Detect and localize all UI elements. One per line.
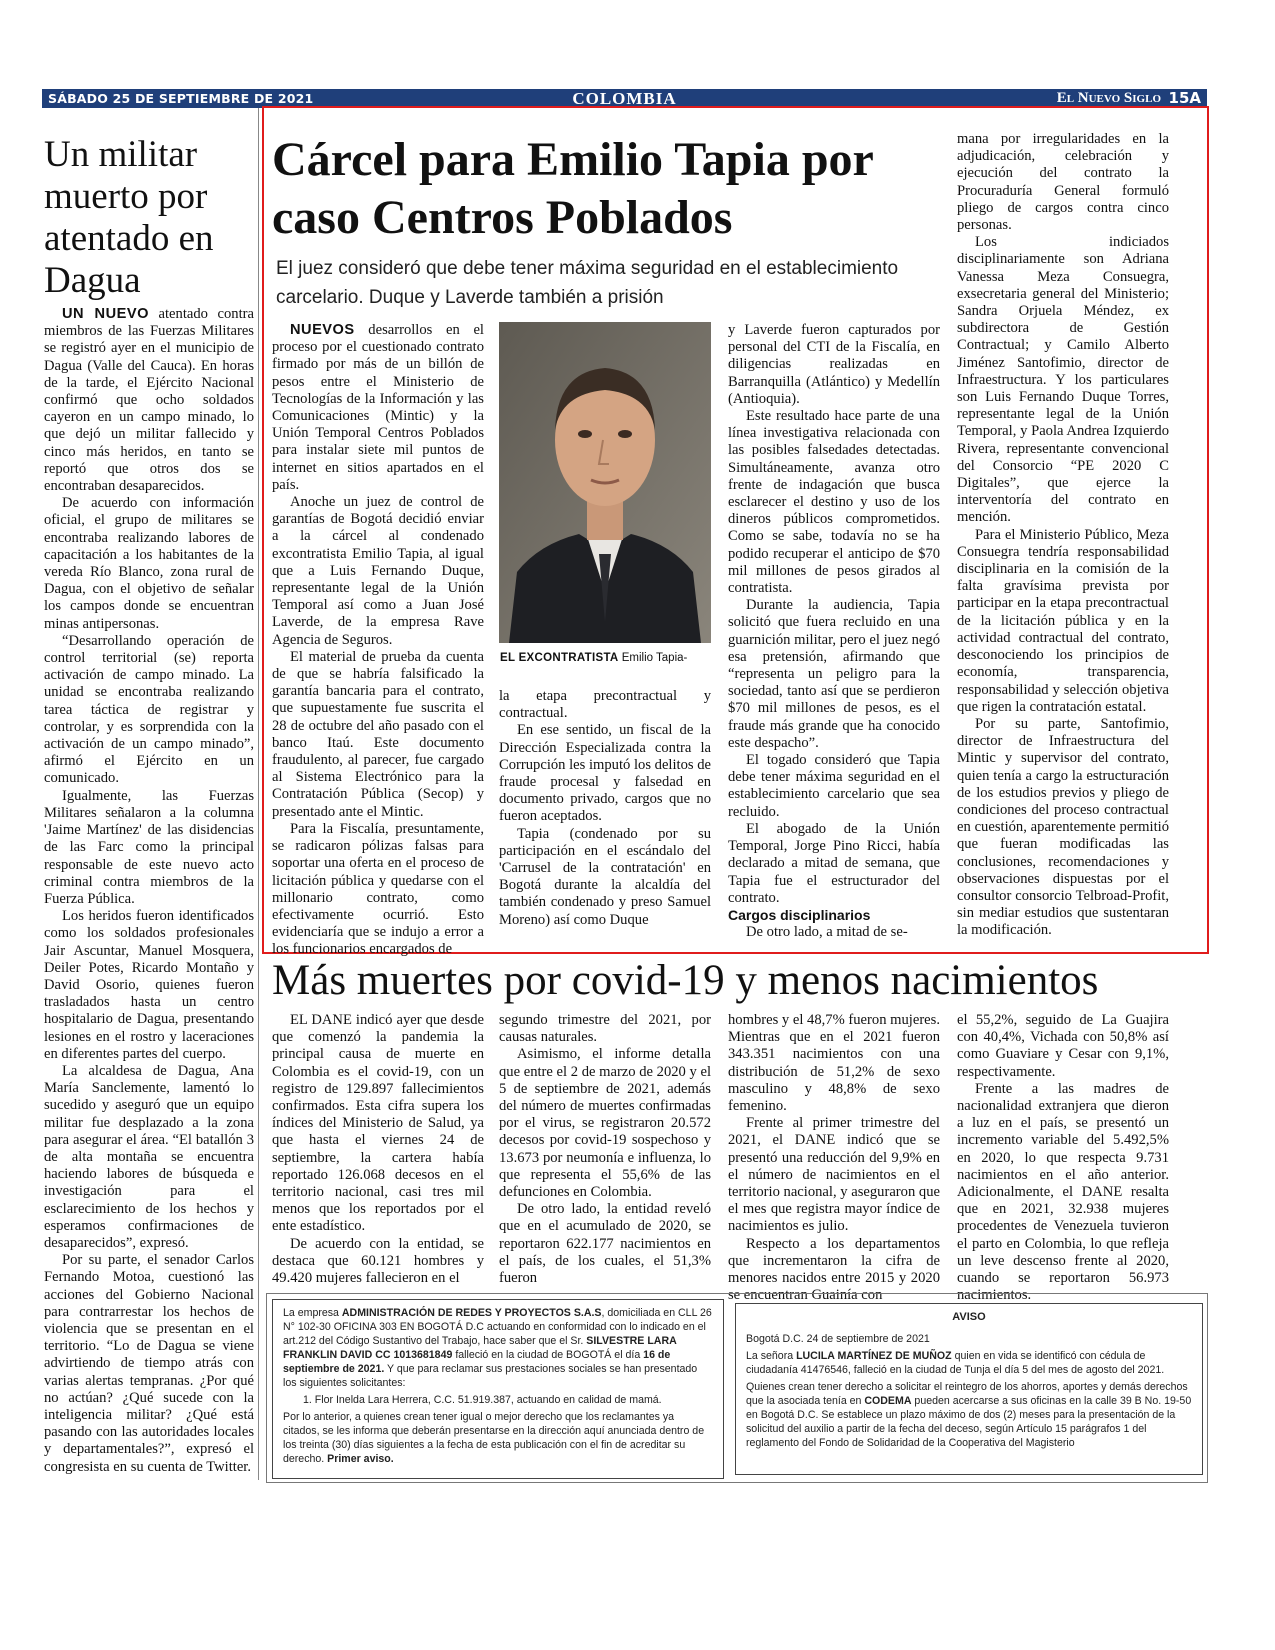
portrait-photo [499,322,711,643]
main-column-4 [957,131,1169,940]
paragraph: segundo trimestre del 2021, por causas naturales. [499,1012,711,1046]
portrait-illustration [499,322,711,643]
paragraph: Frente al primer trimestre del 2021, el DANE indicó que se presentó una reducción del 9,9% en el número de nacimientos en el territorio nacional, y aseguraron que el mes que registra mayor índice de nacimientos es julio. [728,1115,940,1235]
story2-column-1 [272,1012,484,1287]
lead-word: UN NUEVO [62,306,149,322]
notice-paragraph [283,1410,713,1466]
paragraph: La alcaldesa de Dagua, Ana María Sanclemente, lamentó lo sucedido y aseguró que un equipo militar fue desplazado a la zona para asegurar el área. “El batallón 3 de alta montaña se encuentra haciendo labores de búsqueda e investigación para el esclarecimiento de los hechos y esperamos confirmaciones de desaparecidos”, expresó. [44,1062,254,1251]
paragraph: el 55,2%, seguido de La Guajira con 40,4%, Vichada con 50,8% así como Guaviare y Cesar con 9,1%, respectivamente. [957,1012,1169,1080]
notice-text: La empresa [283,1307,342,1319]
notice-title: AVISO [952,1311,986,1323]
column-divider [258,108,259,1480]
main-deck: El juez consideró que debe tener máxima seguridad en el establecimiento carcelario. Duque y Laverde también a prisión [276,258,899,308]
left-story-body [44,306,254,1476]
notice-text: La señora [746,1350,797,1362]
page-number: 15A [1168,89,1201,107]
notice-paragraph [746,1349,1192,1377]
notice-paragraph [746,1380,1192,1450]
notice-text: Quienes crean tener derecho a solicitar el reintegro de los ahorros, aportes y demás derechos que la asociada tenía en [746,1381,1188,1407]
paragraph: En ese sentido, un fiscal de la Dirección Especializada contra la Corrupción les imputó los delitos de fraude procesal y falsedad en documento privado, cargos que no fueron aceptados. [499,722,711,825]
notice-date: Bogotá D.C. 24 de septiembre de 2021 [746,1333,930,1345]
notice-text: , domiciliada en CLL 26 N° 102-30 OFICINA 303 EN BOGOTÁ D.C actuando en conformidad con lo indicado en el art.212 del Código Sustantivo del Trabajo, hace saber que el Sr. [283,1307,712,1347]
paragraph: El abogado de la Unión Temporal, Jorge Pino Ricci, había declarado a mitad de semana, que Tapia fue el estructurador del contrato. [728,820,940,906]
notice-text: Por lo anterior, a quienes crean tener igual o mejor derecho que los reclamantes ya citados, se les informa que deberán presentarse en la dirección aquí anunciada dentro de los treinta (30) días siguientes a la fecha de esta publicación con el fin de acreditar su derecho. [283,1411,705,1465]
claimant-item: 1. Flor Inelda Lara Herrera, C.C. 51.919.387, actuando en calidad de mamá. [303,1394,662,1406]
paragraph: hombres y el 48,7% fueron mujeres. Mientras que en el 2021 fueron 343.351 nacimientos con una distribución de 51,2% de sexo masculino y 48,8% de sexo femenino. [728,1012,940,1115]
paragraph [272,322,484,494]
paragraph: Este resultado hace parte de una línea investigativa relacionada con las posibles falsedades detectadas. Simultáneamente, avanza otro frente de indagación que busca esclarecer el destino y uso de los dineros públicos comprometidos. Como se sabe, todavía no se ha podido recuperar el anticipo de $70 mil millones de pesos girados al contratista. [728,408,940,597]
paragraph: Durante la audiencia, Tapia solicitó que fuera recluido en una guarnición militar, pero el juez negó esa pretensión, afirmando que “representa un peligro para la sociedad, tanto así que se perdieron $70 mil millones de pesos, es el fraude más grande que ha conocido este despacho”. [728,597,940,751]
paragraph: Asimismo, el informe detalla que entre el 2 de marzo de 2020 y el 5 de septiembre de 2021, además del número de muertes confirmadas por el virus, se registraron 20.572 decesos por covid-19 sospechoso y 13.673 por neumonía e influenza, lo que representa el 55,6% de las defunciones en Colombia. [499,1046,711,1201]
paragraph: y Laverde fueron capturados por personal del CTI de la Fiscalía, en diligencias realizadas en Barranquilla (Atlántico) y Medellín (Antioquia). [728,322,940,407]
deceased-name: SILVESTRE LARA FRANKLIN DAVID CC 1013681849 [283,1335,677,1361]
story2-column-2 [499,1012,711,1287]
paragraph: Frente a las madres de nacionalidad extranjera que dieron a luz en el país, se presentó un incremento variable del 5.492,5% en 2020, lo que respecta 9.731 nacimientos en el año anterior. Adicionalmente, el DANE resalta que en 2021, 32.938 mujeres procedentes de Venezuela tuvieron el parto en Colombia, lo que refleja un leve descenso frente al 2020, cuando se reportaron 56.973 nacimientos. [957,1080,1169,1304]
section-title: COLOMBIA [572,89,677,108]
newspaper-logo: El Nuevo Siglo [1056,90,1161,106]
header-date: SÁBADO 25 DE SEPTIEMBRE DE 2021 [48,91,314,106]
notice-text: Y que para reclamar sus prestaciones sociales se han presentado los siguientes solicitantes: [283,1363,698,1389]
paragraph: Para la Fiscalía, presuntamente, se radicaron pólizas falsas para soportar una oferta en el proceso de licitación pública y quedarse con el millonario contrato, como efectivamente ocurrió. Esto evidenciaría que se indujo a error a los funcionarios encargados de [272,820,484,958]
caption-label: EL EXCONTRATISTA [500,652,619,664]
paragraph: mana por irregularidades en la adjudicación, celebración y ejecución del contrato la Procuraduría General formuló pliego de cargos contra cinco personas. [957,131,1169,234]
subheading: Cargos disciplinarios [728,906,871,923]
paragraph: Tapia (condenado por su participación en el escándalo del 'Carrusel de la contratación' en Bogotá durante la alcaldía del también condenado y preso Samuel Moreno) así como Duque [499,825,711,928]
legal-notice-2 [735,1303,1203,1475]
paragraph: Igualmente, las Fuerzas Militares señalaron a la columna 'Jaime Martínez' de las disidencias de las Farc como la principal responsable de este nuevo acto criminal contra miembros de la Fuerza Pública. [44,787,254,907]
main-column-3 [728,322,940,941]
main-column-1 [272,322,484,959]
paragraph: De otro lado, la entidad reveló que en el acumulado de 2020, se reportaron 622.177 nacimientos en el país, de los cuales, el 51,3% fueron [499,1201,711,1287]
company-name: ADMINISTRACIÓN DE REDES Y PROYECTOS S.A.S [341,1307,602,1319]
photo-caption [500,652,715,664]
story2-headline: Más muertes por covid-19 y menos nacimientos [272,957,1099,1004]
paragraph: EL DANE indicó ayer que desde que comenzó la pandemia la principal causa de muerte en Colombia es el covid-19, con un registro de 129.897 fallecimientos confirmados. Esta cifra supera los índices del Ministerio de Salud, ya que hasta el viernes 24 de septiembre, la cartera había reportado 126.068 decesos en el territorio nacional, casi tres mil menos que los reportados por el ente estadístico. [272,1012,484,1235]
notice-paragraph [283,1306,713,1390]
lead-word: NUEVOS [290,322,355,338]
paragraph: De acuerdo con información oficial, el grupo de militares se encontraba realizando labores de capacitación a los habitantes de la vereda Río Blanco, zona rural de Dagua, con el objetivo de señalar los campos donde se encuentran minas antipersonas. [44,495,254,632]
paragraph: Por su parte, Santofimio, director de Infraestructura del Mintic y supervisor del contrato, quien tenía a cargo la estructuración de los estudios previos y pliego de condiciones del proceso contractual en cuestión, aparentemente permitió que fueran modificadas las conclusiones, recomendaciones y observaciones dispuestas por el consultor consorcio Telbroad-Profit, sin mediar estudios que sustentaran la modificación. [957,715,1169,939]
paragraph: Anoche un juez de control de garantías de Bogotá decidió enviar a la cárcel al condenado excontratista Emilio Tapia, al igual que a Luis Fernando Duque, representante legal de la Unión Temporal así como a Juan José Laverde, de la empresa Rave Agencia de Seguros. [272,494,484,648]
organization-name: CODEMA [864,1395,912,1407]
main-column-2 [499,688,711,929]
death-date: 16 de septiembre de 2021. [283,1349,671,1375]
left-story-headline: Un militar muerto por atentado en Dagua [44,134,214,301]
notice-label: Primer aviso. [327,1453,394,1465]
notice-text: quien en vida se identificó con cédula de ciudadanía 41476546, falleció en la ciudad de Tunja el día 5 del mes de agosto del 2021. [746,1350,1165,1376]
paragraph-text: desarrollos en el proceso por el cuestionado contrato firmado por más de un billón de pesos entre el Ministerio de Tecnologías de la Información y las Comunicaciones (Mintic) y la Unión Temporal Centros Poblados para instalar siete mil puntos de internet en sitios apartados en el país. [272,322,484,493]
paragraph: Respecto a los departamentos que incrementaron la cifra de menores nacidos entre 2015 y 2020 se encuentran Guainía con [728,1235,940,1304]
legal-notice-1 [272,1299,724,1479]
main-headline: Cárcel para Emilio Tapia por caso Centros Poblados [272,133,873,244]
story2-column-4 [957,1012,1169,1304]
paragraph: Para el Ministerio Público, Meza Consuegra tendría responsabilidad disciplinaria en la comisión de la falta gravísima prevista por participar en la etapa precontractual de la licitación pública y en la actividad contractual del contrato, desconociendo los principios de economía, transparencia, responsabilidad y selección objetiva que rigen la contratación estatal. [957,526,1169,715]
paragraph: Los indiciados disciplinariamente son Adriana Vanessa Meza Consuegra, exsecretaria general del Ministerio; Sandra Orjuela Méndez, ex subdirectora de Gestión Contractual; y Camilo Alberto Jiménez Santofimio, director de Infraestructura. Y los particulares son Luis Fernando Duque Torres, representante legal de la Unión Temporal, y Paola Andrea Izquierdo Rivera, representante convencional del Consorcio “PE 2020 C Digitales”, que ejerce la interventoría del contrato en mención. [957,234,1169,526]
paragraph: El togado consideró que Tapia debe tener máxima seguridad en el establecimiento carcelario que sea recluido. [728,752,940,820]
paragraph: De acuerdo con la entidad, se destaca que 60.121 hombres y 49.420 mujeres fallecieron en el [272,1235,484,1287]
deceased-name: LUCILA MARTÍNEZ DE MUÑOZ [796,1350,952,1362]
paragraph: “Desarrollando operación de control territorial (se) reporta activación de campo minado. La unidad se encontraba realizando tarea táctica de registrar y controlar, y es sorprendida con la activación de un campo minado”, afirmó el Ejército en un comunicado. [44,632,254,787]
paragraph: Los heridos fueron identificados como los soldados profesionales Jair Ascuntar, Manuel Mosquera, Deiler Potes, Ricardo Montaño y David Osorio, quienes fueron trasladados hasta un centro hospitalario de Dagua, presentando lesiones en el rostro y laceraciones en diferentes partes del cuerpo. [44,908,254,1062]
paragraph: El material de prueba da cuenta de que se habría falsificado la garantía bancaria para el contrato, que supuestamente fue suscrita el 28 de octubre del año pasado con el banco Itaú. Este documento fraudulento, al parecer, fue cargado al Sistema Electrónico para la Contratación Pública (Secop) y presentado ante el Mintic. [272,648,484,820]
notice-text: pueden acercarse a sus oficinas en la calle 39 B No. 19-50 en Bogotá D.C. Se establece un plazo máximo de dos (2) meses para la presentación de la solicitud del auxilio a partir de la fecha del deceso, según Artículo 15 parágrafos 1 del reglamento del Fondo de Solidaridad de la Cooperativa del Magisterio [746,1395,1192,1449]
paragraph: Por su parte, el senador Carlos Fernando Motoa, cuestionó las acciones del Gobierno Nacional para contrarrestar los hechos de violencia que se presentan en el territorio. “Lo de Dagua se viene advirtiendo de tiempo atrás con varias alertas tempranas. ¿Por qué no actúan? ¿Qué sucede con la inteligencia militar? ¿Qué está pasando con las autoridades locales y departamentales?”, expresó el congresista en su cuenta de Twitter. [44,1252,254,1475]
paragraph: De otro lado, a mitad de se- [746,924,908,941]
story2-column-3 [728,1012,940,1304]
notice-text: falleció en la ciudad de BOGOTÁ el día [452,1349,644,1361]
caption-text: Emilio Tapia- [618,652,688,664]
paragraph-text: atentado contra miembros de las Fuerzas Militares se registró ayer en el municipio de Dagua (Valle del Cauca). En horas de la tarde, el Ejército Nacional confirmó que ocho soldados cayeron en un campo minado, lo que dejó un militar fallecido y cinco más heridos, en tanto se reportó que otros dos se encontraban desaparecidos. [44,306,254,495]
paragraph: la etapa precontractual y contractual. [499,688,711,722]
paragraph [44,306,254,495]
